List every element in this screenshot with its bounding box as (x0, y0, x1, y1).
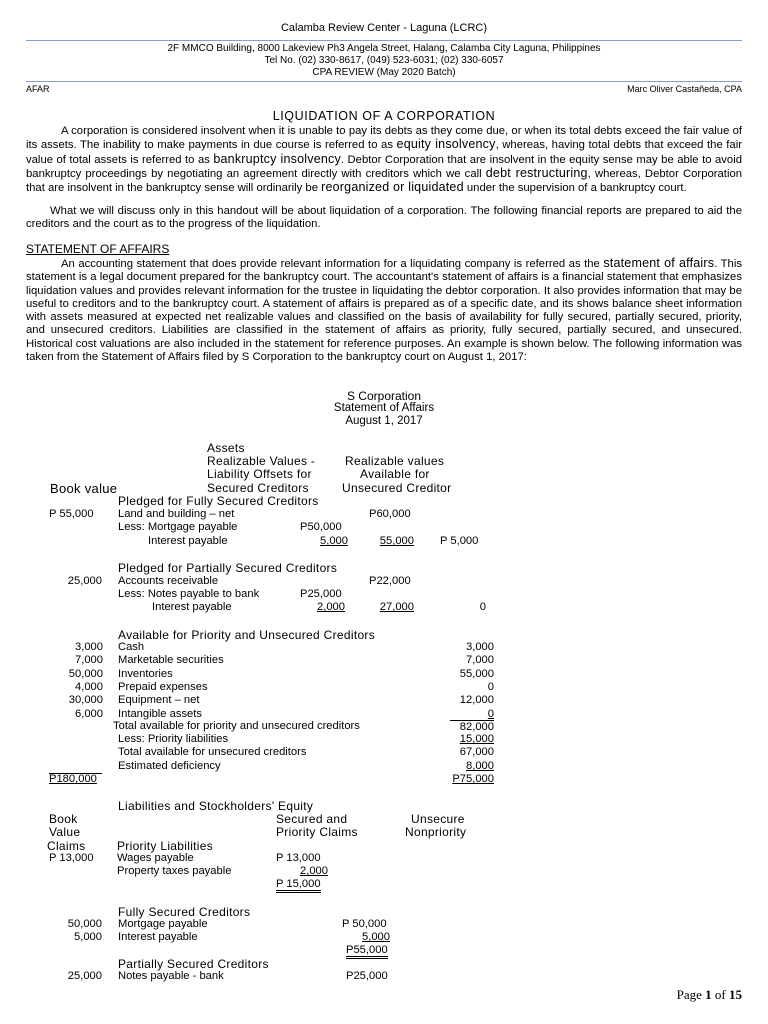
fully-secured-total: 55,000 (379, 535, 414, 547)
available-row-amount: 55,000 (459, 668, 494, 680)
partially-secured-available: 0 (479, 601, 486, 613)
header-rule (26, 40, 742, 41)
available-row-label: Cash (118, 641, 145, 653)
interest3-label: Interest payable (118, 931, 198, 943)
col-available-1: Realizable values (345, 454, 445, 468)
land-book-value: P 55,000 (49, 508, 94, 520)
fully-secured-creditors-total: P55,000 (346, 944, 388, 959)
total-unsecured-label: Total available for unsecured creditors (118, 746, 307, 758)
priority-total: P 15,000 (276, 878, 321, 893)
term-debt-restructuring: debt restructuring (485, 165, 588, 180)
page-title: LIQUIDATION OF A CORPORATION (272, 109, 496, 123)
term-reorganized-liquidated: reorganized or liquidated (321, 180, 464, 195)
mortgage2-amount: P 50,000 (342, 918, 387, 930)
statement-company: S Corporation (346, 389, 422, 403)
notes-bank-amount: P25,000 (346, 970, 388, 982)
col-value: Value (49, 825, 81, 839)
col-realizable-1: Realizable Values - (207, 454, 316, 468)
p1-text-a: A corporation is considered insolvent when it is unable to pay its debts as they come due, or when its total debts exceed the fair value of its assets. The inability to make payments in due course is referred to as (26, 125, 742, 152)
available-row-book-value: 6,000 (75, 708, 103, 720)
liabilities-heading: Liabilities and Stockholders' Equity (118, 799, 314, 813)
available-row-book-value: 7,000 (75, 654, 103, 666)
available-row-book-value: 3,000 (75, 641, 103, 653)
property-tax-amount: 2,000 (300, 865, 328, 877)
fully-secured-available: P 5,000 (440, 535, 479, 547)
assets-heading: Assets (207, 441, 245, 455)
term-bankruptcy-insolvency: bankruptcy insolvency (213, 151, 341, 166)
subject-label: AFAR (26, 84, 50, 94)
p3-text-a: An accounting statement that does provide relevant information for a liquidating company is referred as the (61, 258, 604, 270)
available-row-amount: 0 (487, 681, 494, 693)
notes-payable-label: Less: Notes payable to bank (118, 588, 260, 600)
notes-payable-amount: P25,000 (300, 588, 342, 600)
page-word: Page (676, 987, 702, 1002)
estimated-deficiency-label: Estimated deficiency (118, 760, 221, 772)
mortgage2-label: Mortgage payable (118, 918, 208, 930)
ar-realizable: P22,000 (369, 575, 411, 587)
fully-secured-creditors-heading: Fully Secured Creditors (118, 905, 251, 919)
available-row-amount: 12,000 (459, 694, 494, 706)
mortgage2-book-value: 50,000 (67, 918, 102, 930)
priority-heading: Priority Liabilities (117, 839, 214, 853)
col-book: Book (49, 812, 78, 826)
intro-paragraph (26, 125, 742, 195)
available-row-book-value: 30,000 (68, 694, 103, 706)
affairs-paragraph (26, 257, 742, 364)
col-realizable-2: Liability Offsets for (207, 467, 312, 481)
term-statement-of-affairs: statement of affairs (603, 256, 715, 270)
page-number (677, 987, 742, 1003)
partially-secured-creditors-heading: Partially Secured Creditors (118, 957, 269, 971)
term-equity-insolvency: equity insolvency (396, 137, 496, 152)
col-unsecure-1: Unsecure (411, 812, 465, 826)
available-row-book-value: 50,000 (68, 668, 103, 680)
fully-secured-heading: Pledged for Fully Secured Creditors (118, 494, 319, 508)
interest3-book-value: 5,000 (74, 931, 102, 943)
interest2-amount: 2,000 (317, 601, 345, 613)
header-rule-2 (26, 81, 742, 82)
available-heading: Available for Priority and Unsecured Creditors (118, 628, 376, 642)
available-row-amount: 0 (487, 708, 494, 720)
available-row-label: Inventories (118, 668, 173, 680)
estimated-deficiency-amount: 8,000 (466, 760, 494, 772)
notes-bank-book-value: 25,000 (67, 970, 102, 982)
land-label: Land and building – net (118, 508, 235, 520)
interest2-label: Interest payable (152, 601, 232, 613)
wages-book-value: P 13,000 (49, 852, 94, 864)
section-heading: STATEMENT OF AFFAIRS (26, 242, 170, 256)
ar-book-value: 25,000 (67, 575, 102, 587)
available-row-amount: 7,000 (466, 654, 494, 666)
property-tax-label: Property taxes payable (117, 865, 232, 877)
wages-amount: P 13,000 (276, 852, 321, 864)
author-name: Marc Oliver Castañeda, CPA (627, 84, 742, 94)
less-priority-label: Less: Priority liabilities (118, 733, 229, 745)
p1-text-d: , whereas, Debtor Corporation that are insolvent in the bankruptcy sense will ordinarily be (26, 167, 743, 195)
review-batch: CPA REVIEW (May 2020 Batch) (312, 67, 456, 78)
statement-date: August 1, 2017 (345, 415, 423, 427)
page-of: of (714, 987, 726, 1002)
scope-paragraph: What we will discuss only in this handout will be about liquidation of a corporation. The following financial reports are prepared to aid the creditors and the court as to the progress of the liquidation. (26, 205, 742, 231)
available-row-label: Prepaid expenses (118, 681, 208, 693)
col-secured-2: Priority Claims (276, 825, 358, 839)
ar-label: Accounts receivable (118, 575, 219, 587)
wages-label: Wages payable (117, 852, 194, 864)
total-available-amount: 82,000 (450, 720, 494, 733)
grand-total-available: P75,000 (452, 773, 494, 785)
less-priority-amount: 15,000 (459, 733, 494, 745)
interest-amount: 5,000 (320, 535, 348, 547)
col-book-value: Book value (50, 481, 118, 496)
available-row-book-value: 4,000 (75, 681, 103, 693)
partially-secured-heading: Pledged for Partially Secured Creditors (118, 561, 338, 575)
mortgage-amount: P50,000 (300, 521, 342, 533)
land-realizable: P60,000 (369, 508, 411, 520)
col-secured-1: Secured and (276, 812, 348, 826)
col-available-2: Available for (360, 467, 430, 481)
interest-label: Interest payable (148, 535, 228, 547)
partially-secured-total: 27,000 (379, 601, 414, 613)
col-realizable-3: Secured Creditors (207, 481, 309, 495)
book-value-total: P180,000 (49, 773, 97, 785)
mortgage-label: Less: Mortgage payable (118, 521, 238, 533)
total-available-label: Total available for priority and unsecured creditors (113, 720, 360, 732)
available-row-label: Intangible assets (118, 708, 202, 720)
p1-text-c: . Debtor Corporation that are insolvent in the equity sense may be able to avoid bankruptcy proceedings by negotiating an agreement directly with creditors which we call (26, 153, 742, 180)
p1-text-e: under the supervision of a bankruptcy court. (463, 182, 687, 195)
col-unsecure-2: Nonpriority (405, 825, 467, 839)
notes-bank-label: Notes payable - bank (118, 970, 224, 982)
center-tel: Tel No. (02) 330-8617, (049) 523-6031; (02) 330-6057 (264, 55, 504, 66)
page-current: 1 (705, 987, 712, 1002)
page-total: 15 (729, 987, 742, 1002)
col-claims: Claims (47, 839, 86, 853)
total-unsecured-amount: 67,000 (459, 746, 494, 758)
statement-name: Statement of Affairs (333, 402, 435, 414)
available-row-amount: 3,000 (466, 641, 494, 653)
review-center-name: Calamba Review Center - Laguna (LCRC) (280, 22, 488, 34)
center-address: 2F MMCO Building, 8000 Lakeview Ph3 Angela Street, Halang, Calamba City Laguna, Philippines (167, 43, 601, 54)
col-available-3: Unsecured Creditor (342, 481, 452, 495)
available-row-label: Marketable securities (118, 654, 224, 666)
p3-text-b: . This statement is a legal document prepared for the bankruptcy court. The accountant's statement of affairs is a financial statement that emphasizes liquidation values and provides relevant information for the trustee in liquidating the debtor corporation. It also provides information that may be useful to creditors and to the bankruptcy court. A statement of affairs is prepared as of a specific date, and its shows balance sheet information with assets measured at expected net realizable values and classified on the basis of availability for fully secured, partially secured, priority, and unsecured creditors. Liabilities are classified in the statement of affairs as priority, fully secured, partially secured, and unsecured. Historical cost valuations are also included in the statement for reference purposes. An example is shown below. The following information was taken from the Statement of Affairs filed by S Corporation to the bankruptcy court on August 1, 2017: (26, 258, 742, 364)
available-row-label: Equipment – net (118, 694, 200, 706)
p1-text-b: , whereas, having total debts that exceed the fair value of total assets is referred to as (26, 139, 742, 166)
interest3-amount: 5,000 (362, 931, 390, 943)
